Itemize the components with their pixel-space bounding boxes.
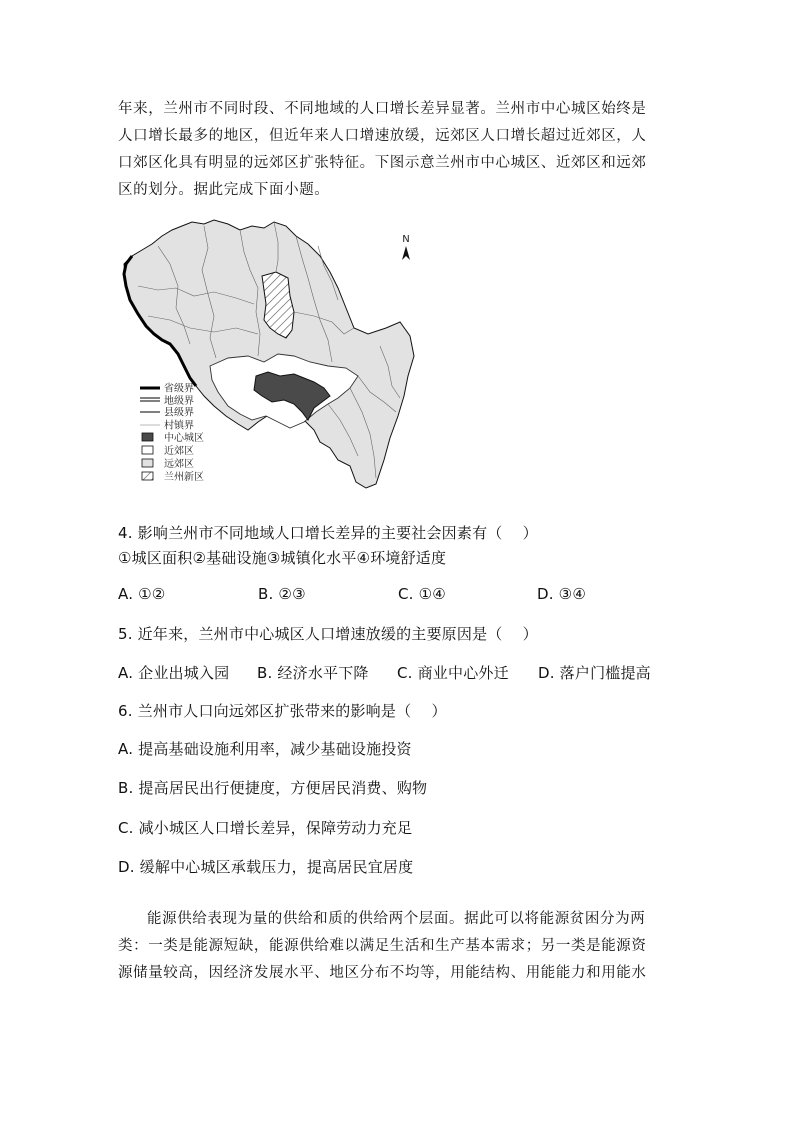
svg-text:村镇界: 村镇界 [164, 420, 194, 432]
svg-text:远郊区: 远郊区 [164, 459, 194, 470]
q4-option-c[interactable]: C. ①④ [398, 585, 446, 603]
q5-option-a[interactable]: A. 企业出城入园 [118, 664, 230, 682]
q4-option-d[interactable]: D. ③④ [537, 585, 586, 603]
svg-text:N: N [402, 234, 410, 245]
q6-option-a[interactable]: A. 提高基础设施利用率，减少基础设施投资 [118, 740, 412, 758]
q4-stem: 4. 影响兰州市不同地域人口增长差异的主要社会因素有（ ） [118, 524, 538, 542]
svg-text:县级界: 县级界 [164, 407, 194, 419]
q4-options [118, 585, 586, 603]
svg-text:中心城区: 中心城区 [164, 433, 204, 444]
q5-options [118, 662, 651, 683]
q4-option-a[interactable]: A. ①② [118, 585, 166, 603]
intro-paragraph [118, 96, 678, 204]
q5-option-c[interactable]: C. 商业中心外迁 [397, 664, 509, 682]
svg-text:地级界: 地级界 [164, 396, 194, 407]
q5-option-d[interactable]: D. 落户门槛提高 [538, 664, 651, 682]
q4-factors: ①城区面积②基础设施③城镇化水平④环境舒适度 [118, 549, 447, 567]
next-passage [118, 906, 678, 987]
passage-line: 源储量较高，因经济发展水平、地区分布不均等，用能结构、用能能力和用能水 [118, 965, 647, 981]
svg-text:兰州新区: 兰州新区 [164, 472, 204, 483]
q6-option-c[interactable]: C. 减小城区人口增长差异，保障劳动力充足 [118, 819, 413, 837]
q4-option-b[interactable]: B. ②③ [258, 585, 306, 603]
svg-text:近郊区: 近郊区 [164, 446, 194, 457]
q6-option-b[interactable]: B. 提高居民出行便捷度，方便居民消费、购物 [118, 779, 428, 797]
q5-stem: 5. 近年来，兰州市中心城区人口增速放缓的主要原因是（ ） [118, 625, 538, 643]
q6-option-d[interactable]: D. 缓解中心城区承载压力，提高居民宜居度 [118, 858, 414, 876]
lanzhou-district-map [118, 216, 438, 496]
intro-line: 年来，兰州市不同时段、不同地域的人口增长差异显著。兰州市中心城区始终是 [118, 101, 647, 117]
intro-line: 区的划分。据此完成下面小题。 [118, 182, 330, 198]
intro-line: 口郊区化具有明显的远郊区扩张特征。下图示意兰州市中心城区、近郊区和远郊 [118, 155, 647, 171]
north-arrow-icon [402, 234, 410, 260]
intro-line: 人口增长最多的地区，但近年来人口增速放缓，远郊区人口增长超过近郊区，人 [118, 128, 647, 144]
passage-line: 类：一类是能源短缺，能源供给难以满足生活和生产基本需求；另一类是能源资 [118, 938, 647, 954]
map-legend [140, 382, 204, 484]
svg-text:省级界: 省级界 [164, 383, 194, 395]
q5-option-b[interactable]: B. 经济水平下降 [257, 664, 369, 682]
q6-stem: 6. 兰州市人口向远郊区扩张带来的影响是（ ） [118, 702, 447, 720]
passage-line: 能源供给表现为量的供给和质的供给两个层面。据此可以将能源贫困分为两 [147, 911, 646, 927]
